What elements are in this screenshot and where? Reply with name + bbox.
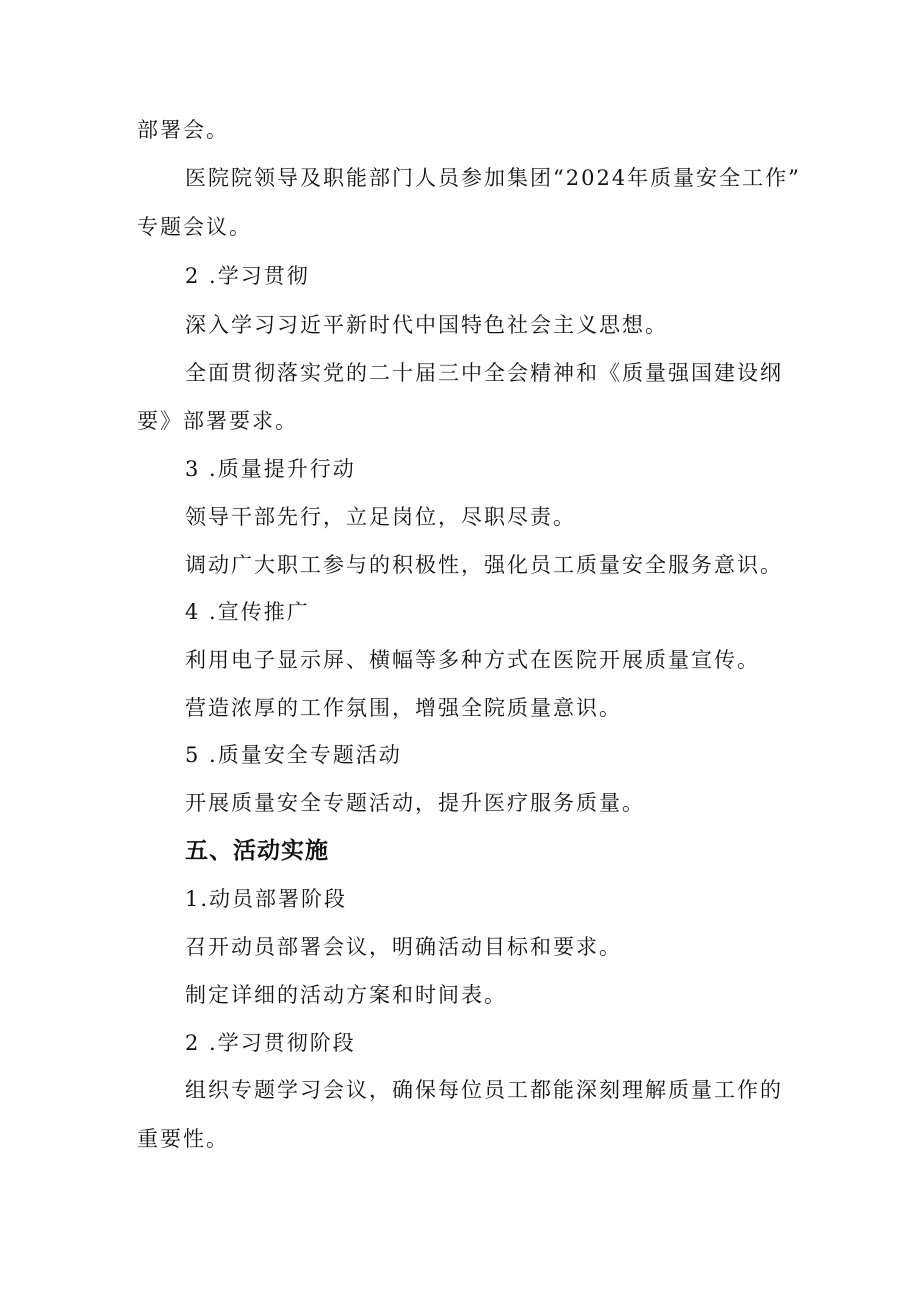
paragraph-line: 医院院领导及职能部门人员参加集团“2024年质量安全工作” <box>185 166 801 190</box>
paragraph-line: 营造浓厚的工作氛围，增强全院质量意识。 <box>185 696 622 720</box>
section-subheading: 3 .质量提升行动 <box>185 457 356 481</box>
paragraph-line: 全面贯彻落实党的二十届三中全会精神和《质量强国建设纲 <box>185 361 783 385</box>
paragraph-line: 部署会。 <box>137 118 229 142</box>
section-subheading: 2 .学习贯彻阶段 <box>185 1031 356 1055</box>
section-subheading: 2 .学习贯彻 <box>185 264 310 288</box>
paragraph-line: 领导干部先行，立足岗位，尽职尽责。 <box>185 505 576 529</box>
section-subheading: 1.动员部署阶段 <box>185 887 348 911</box>
paragraph-line: 深入学习习近平新时代中国特色社会主义思想。 <box>185 313 668 337</box>
paragraph-line: 调动广大职工参与的积极性，强化员工质量安全服务意识。 <box>185 553 783 577</box>
paragraph-line: 利用电子显示屏、横幅等多种方式在医院开展质量宣传。 <box>185 648 760 672</box>
paragraph-line: 开展质量安全专题活动，提升医疗服务质量。 <box>185 791 645 815</box>
paragraph-line: 制定详细的活动方案和时间表。 <box>185 983 507 1007</box>
section-subheading: 4 .宣传推广 <box>185 600 310 624</box>
paragraph-line: 召开动员部署会议，明确活动目标和要求。 <box>185 935 622 959</box>
paragraph-line: 专题会议。 <box>137 215 252 239</box>
paragraph-line: 重要性。 <box>137 1127 229 1151</box>
paragraph-line: 组织专题学习会议，确保每位员工都能深刻理解质量工作的 <box>185 1078 783 1102</box>
paragraph-line: 要》部署要求。 <box>137 409 298 433</box>
section-subheading: 5 .质量安全专题活动 <box>185 743 402 767</box>
section-heading: 五、活动实施 <box>185 838 329 864</box>
